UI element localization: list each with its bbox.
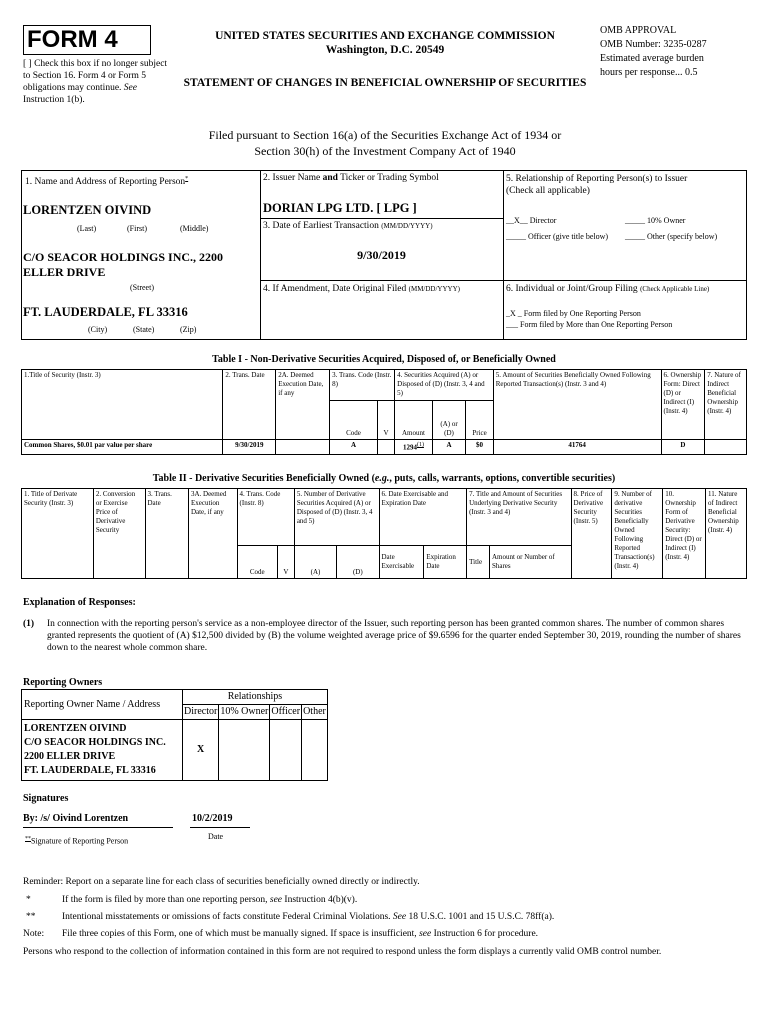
explanation-text: In connection with the reporting person's service as a non-employee director of the Issuer, such reporting person has been granted common shares. The number of common shares granted represents the quotient of (A) $12,500 divided by (B) the volume weighted average price of $9.6596 for the quarter ended September 30, 2019, rounding the number of shares down to the nearest whole common share. [47, 619, 741, 653]
owners-officer-cell [270, 720, 302, 781]
other-check: _____ Other (specify below) [625, 232, 718, 241]
footnote-star1-mark: * [26, 895, 31, 905]
t2-h7: 7. Title and Amount of Securities Underlying Derivative Security (Instr. 3 and 4) [467, 489, 571, 546]
table1 [21, 369, 747, 455]
signer-name: By: /s/ Oivind Lorentzen [23, 813, 129, 824]
reporting-person-name: LORENTZEN OIVIND [23, 203, 152, 217]
explanation-heading: Explanation of Responses: [23, 597, 136, 608]
officer-check: _____ Officer (give title below) [506, 232, 609, 241]
t1-v: V [377, 401, 394, 440]
t1-h3: 3. Trans. Code (Instr. 8) [330, 370, 395, 401]
owners-address: LORENTZEN OIVIND C/O SEACOR HOLDINGS INC. 2200 ELLER DRIVE FT. LAUDERDALE, FL 33316 [22, 720, 183, 781]
issuer-name: DORIAN LPG LTD. [ LPG ] [263, 201, 417, 215]
t1-row-date: 9/30/2019 [223, 440, 276, 455]
agency-city: Washington, D.C. 20549 [325, 44, 445, 56]
t1-h4: 4. Securities Acquired (A) or Disposed of (D) (Instr. 3, 4 and 5) [395, 370, 494, 401]
t1-row-v [377, 440, 394, 455]
director-check: __X__ Director [506, 216, 557, 225]
label-middle: (Middle) [180, 224, 209, 233]
owners-other: Other [302, 705, 328, 720]
signature-label: **Signature of Reporting Person [25, 836, 129, 846]
owners-director-mark: X [183, 720, 219, 781]
t1-row-aord: A [432, 440, 466, 455]
check-box-text: [ ] Check this box if no longer subject to Section 16. Form 4 or Form 5 obligations may continue. [23, 59, 168, 93]
label-street: (Street) [130, 283, 154, 292]
explanation-number: (1) [23, 619, 35, 629]
relationship-label: 5. Relationship of Reporting Person(s) to Issuer (Check all applicable) [506, 174, 688, 196]
t2-h2: 2. Conversion or Exercise Price of Derivative Security [93, 489, 145, 579]
persons-notice: Persons who respond to the collection of information contained in this form are not required to respond unless the form displays a currently valid OMB control number. [23, 947, 662, 957]
reporting-person-street: C/O SEACOR HOLDINGS INC., 2200 ELLER DRIVE [23, 250, 224, 279]
signature-date: 10/2/2019 [192, 813, 233, 824]
form-title: FORM 4 [27, 26, 118, 53]
footnote-star1: If the form is filed by more than one reporting person, see Instruction 4(b)(v). [62, 895, 358, 905]
table1-title: Table I - Non-Derivative Securities Acquired, Disposed of, or Beneficially Owned [212, 354, 556, 365]
note-text: File three copies of this Form, one of which must be manually signed. If space is insufficient, see Instruction 6 for procedure. [62, 929, 539, 939]
label-zip: (Zip) [180, 325, 197, 334]
joint-filing-label: 6. Individual or Joint/Group Filing (Check Applicable Line) [506, 284, 710, 294]
filed-pursuant-1: Filed pursuant to Section 16(a) of the Securities Exchange Act of 1934 or [208, 128, 562, 142]
omb-approval: OMB APPROVAL [600, 25, 677, 36]
t2-code: Code [237, 546, 277, 579]
t1-row-code: A [330, 440, 378, 455]
t2-h8: 8. Price of Derivative Security (Instr. 5) [571, 489, 612, 579]
owners-director: Director [183, 705, 219, 720]
t2-h10: 10. Ownership Form of Derivative Security: Direct (D) or Indirect (I) (Instr. 4) [663, 489, 706, 579]
t1-price: Price [466, 401, 493, 440]
t2-h3a: 3A. Deemed Execution Date, if any [188, 489, 237, 579]
label-first: (First) [127, 224, 147, 233]
owners-relationships: Relationships [183, 690, 328, 705]
t1-h2: 2. Trans. Date [223, 370, 276, 440]
t1-row-title: Common Shares, $0.01 par value per share [22, 440, 223, 455]
t2-h9: 9. Number of derivative Securities Beneficially Owned Following Reported Transaction(s) (Instr. 4) [612, 489, 663, 579]
label-state: (State) [133, 325, 155, 334]
t1-amount: Amount [395, 401, 433, 440]
form-title-box [23, 25, 151, 55]
omb-box [600, 24, 760, 80]
omb-burden-1: Estimated average burden [600, 53, 704, 64]
t1-row-owned: 41764 [493, 440, 661, 455]
see-word: See [123, 83, 137, 93]
table2 [21, 488, 747, 579]
label-city: (City) [88, 325, 108, 334]
t2-h4: 4. Trans. Code (Instr. 8) [237, 489, 294, 546]
owners-col-name: Reporting Owner Name / Address [22, 690, 183, 720]
t2-amount: Amount or Number of Shares [489, 546, 571, 579]
date-label: Date [208, 832, 224, 841]
owners-ten: 10% Owner [219, 705, 270, 720]
t1-code: Code [330, 401, 378, 440]
t2-a: (A) [294, 546, 336, 579]
t2-h6: 6. Date Exercisable and Expiration Date [379, 489, 467, 546]
t2-d: (D) [337, 546, 379, 579]
t1-h6: 6. Ownership Form: Direct (D) or Indirect (I) (Instr. 4) [661, 370, 705, 440]
owners-heading: Reporting Owners [23, 677, 103, 688]
t1-row-nature [705, 440, 747, 455]
issuer-label: 2. Issuer Name and Ticker or Trading Symbol [263, 173, 439, 183]
label-last: (Last) [77, 224, 97, 233]
t1-h5: 5. Amount of Securities Beneficially Owned Following Reported Transaction(s) (Instr. 3 and 4) [493, 370, 661, 440]
see-instruction: Instruction 1(b). [23, 95, 85, 105]
filed-pursuant-2: Section 30(h) of the Investment Company Act of 1940 [254, 144, 516, 158]
t2-v: V [278, 546, 295, 579]
note-mark: Note: [23, 929, 45, 939]
t2-h3: 3. Trans. Date [145, 489, 188, 579]
owners-ten-cell [219, 720, 270, 781]
table2-title: Table II - Derivative Securities Beneficially Owned (e.g., puts, calls, warrants, options, convertible securities) [152, 473, 616, 484]
t1-row [22, 440, 747, 455]
owners-table [21, 689, 328, 781]
reminder: Reminder: Report on a separate line for each class of securities beneficially owned directly or indirectly. [23, 877, 420, 887]
signatures-heading: Signatures [23, 793, 69, 804]
one-person-check: _X _ Form filed by One Reporting Person [506, 309, 641, 318]
t2-exp: Expiration Date [424, 546, 467, 579]
t1-row-amount-note[interactable]: (1) [416, 442, 424, 448]
t1-aord: (A) or (D) [432, 401, 466, 440]
statement-title: STATEMENT OF CHANGES IN BENEFICIAL OWNERSHIP OF SECURITIES [183, 77, 587, 89]
amendment-label: 4. If Amendment, Date Original Filed (MM/DD/YYYY) [263, 284, 460, 294]
t1-h1: 1.Title of Security (Instr. 3) [22, 370, 223, 440]
footnote-star2-mark: ** [26, 912, 36, 922]
t1-h7: 7. Nature of Indirect Beneficial Ownership (Instr. 4) [705, 370, 747, 440]
earliest-date-value: 9/30/2019 [357, 248, 406, 262]
t1-row-price: $0 [466, 440, 493, 455]
t2-h5: 5. Number of Derivative Securities Acquired (A) or Disposed of (D) (Instr. 3, 4 and 5) [294, 489, 379, 546]
footnote-star2: Intentional misstatements or omissions of facts constitute Federal Criminal Violations. See 18 U.S.C. 1001 and 15 U.S.C. 78ff(a). [62, 912, 555, 922]
check-box-note [23, 58, 168, 106]
t2-h11: 11. Nature of Indirect Beneficial Ownership (Instr. 4) [706, 489, 747, 579]
omb-number: OMB Number: 3235-0287 [600, 39, 707, 50]
owners-other-cell [302, 720, 328, 781]
t1-row-amount: 1294(1) [395, 440, 433, 455]
earliest-date-label: 3. Date of Earliest Transaction (MM/DD/YYYY) [263, 221, 433, 231]
t2-h1: 1. Title of Derivate Security (Instr. 3) [22, 489, 94, 579]
t1-h2a: 2A. Deemed Execution Date, if any [276, 370, 330, 440]
omb-burden-2: hours per response... 0.5 [600, 67, 698, 78]
more-person-check: ___ Form filed by More than One Reporting Person [506, 320, 673, 329]
reporting-person-label: 1. Name and Address of Reporting Person* [25, 176, 189, 188]
t2-title: Title [467, 546, 490, 579]
reporting-person-city: FT. LAUDERDALE, FL 33316 [23, 305, 188, 319]
t2-date-ex: Date Exercisable [379, 546, 424, 579]
owners-officer: Officer [270, 705, 302, 720]
t1-row-form: D [661, 440, 705, 455]
ten-pct-check: _____ 10% Owner [625, 216, 686, 225]
t1-row-deemed [276, 440, 330, 455]
agency-name: UNITED STATES SECURITIES AND EXCHANGE COMMISSION [215, 30, 555, 42]
